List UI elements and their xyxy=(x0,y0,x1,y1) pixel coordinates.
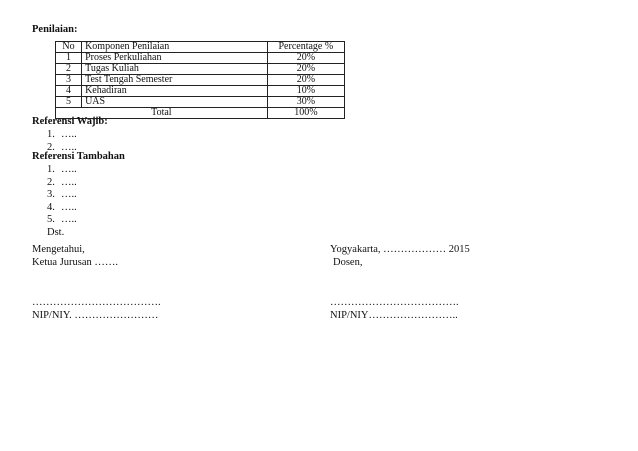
list-text: ….. xyxy=(61,214,77,225)
additional-refs-list xyxy=(47,164,77,239)
cell-component: Kehadiran xyxy=(82,86,268,97)
list-item xyxy=(47,189,77,202)
signature-right-role: Dosen, xyxy=(333,257,363,268)
total-value: 100% xyxy=(267,108,344,119)
list-more: Dst. xyxy=(47,226,65,238)
signature-left-role: Ketua Jurusan ……. xyxy=(32,257,119,268)
list-number: 1. xyxy=(47,129,55,140)
cell-component: UAS xyxy=(82,97,268,108)
cell-no: 3 xyxy=(56,75,82,86)
table-header-row xyxy=(56,42,345,53)
required-refs-title: Referensi Wajib: xyxy=(32,116,108,127)
signature-left-line: ………………………………. xyxy=(32,297,161,308)
cell-percentage: 20% xyxy=(267,53,344,64)
cell-percentage: 20% xyxy=(267,75,344,86)
list-number: 3. xyxy=(47,189,55,200)
list-text: ….. xyxy=(61,201,77,213)
cell-no: 5 xyxy=(56,97,82,108)
cell-component: Tugas Kuliah xyxy=(82,64,268,75)
list-item xyxy=(47,202,77,215)
total-label: Total xyxy=(56,108,268,119)
table-row xyxy=(56,64,345,75)
header-component: Komponen Penilaian xyxy=(82,42,268,53)
header-no: No xyxy=(56,42,82,53)
list-text: ….. xyxy=(61,129,77,140)
list-item xyxy=(47,129,77,142)
list-text: ….. xyxy=(61,141,77,153)
table-row xyxy=(56,86,345,97)
table-row xyxy=(56,53,345,64)
cell-no: 2 xyxy=(56,64,82,75)
list-number: 2. xyxy=(47,141,55,153)
cell-percentage: 30% xyxy=(267,97,344,108)
signature-right-place-date: Yogyakarta, ……………… 2015 xyxy=(330,244,470,255)
list-item xyxy=(47,214,77,227)
signature-left-nip: NIP/NIY. …………………… xyxy=(32,310,159,321)
cell-no: 4 xyxy=(56,86,82,97)
signature-right-line: ………………………………. xyxy=(330,297,459,308)
cell-component: Test Tengah Semester xyxy=(82,75,268,86)
cell-percentage: 20% xyxy=(267,64,344,75)
signature-left-label: Mengetahui, xyxy=(32,244,85,255)
cell-component: Proses Perkuliahan xyxy=(82,53,268,64)
list-number: 5. xyxy=(47,214,55,225)
list-number: 2. xyxy=(47,176,55,188)
list-number: 4. xyxy=(47,201,55,213)
cell-percentage: 10% xyxy=(267,86,344,97)
list-text: ….. xyxy=(61,189,77,200)
cell-no: 1 xyxy=(56,53,82,64)
list-number: 1. xyxy=(47,164,55,175)
list-item xyxy=(47,164,77,177)
list-text: ….. xyxy=(61,176,77,188)
header-percentage: Percentage % xyxy=(267,42,344,53)
table-row xyxy=(56,75,345,86)
additional-refs-title: Referensi Tambahan xyxy=(32,151,125,162)
list-text: ….. xyxy=(61,164,77,175)
list-item xyxy=(47,177,77,190)
table-row xyxy=(56,97,345,108)
signature-right-nip: NIP/NIY…………………….. xyxy=(330,310,458,321)
list-item xyxy=(47,227,77,240)
grading-table xyxy=(55,41,345,119)
section-heading-penilaian: Penilaian: xyxy=(32,24,78,35)
